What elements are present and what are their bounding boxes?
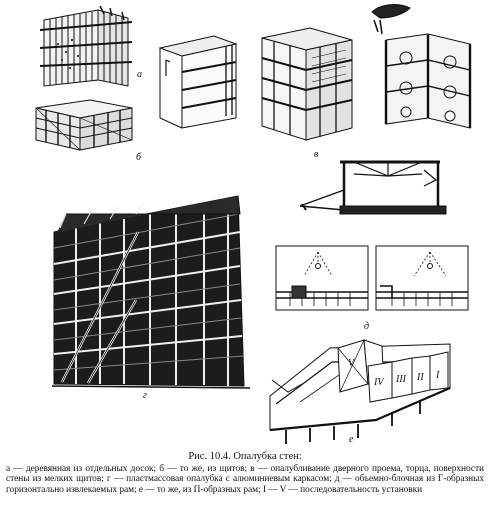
label-roman-iv: IV <box>374 377 384 388</box>
label-e: е <box>349 434 354 445</box>
drawing-g-plastic-formwork <box>52 196 250 388</box>
drawing-a-wooden-boards <box>40 6 132 86</box>
label-g: г <box>143 390 147 401</box>
caption-text: а — деревянная из отдельных досок; б — то же, из щитов; в — опалубливание дверного проема, торца, поверхности стены из мелких щитов; г — пластмассовая опалубка с алюминиевым каркасом; д — объемно-блочная из Г-образных горизонтально извлекаемых рам; е — то же, из П-образных рам; I — V — последовательность установки <box>6 463 484 495</box>
label-roman-ii: II <box>417 372 424 383</box>
label-d: д <box>364 321 370 332</box>
drawing-e-u-frame-blocks <box>270 340 450 444</box>
drawing-b-wooden-panels <box>36 100 132 150</box>
label-a: а <box>137 69 142 80</box>
drawing-metal-frame-brackets <box>372 5 470 128</box>
drawing-d-block-frames <box>276 246 468 310</box>
figure-caption <box>6 452 484 495</box>
label-roman-i: I <box>436 370 440 381</box>
label-b: б <box>136 152 142 163</box>
drawing-v-door-opening <box>262 28 352 140</box>
drawing-panel-with-clips <box>160 36 236 128</box>
label-roman-iii: III <box>396 374 406 385</box>
drawing-d-truss-bracket <box>300 162 446 214</box>
label-v: в <box>314 149 319 160</box>
label-roman-v: V <box>348 358 355 369</box>
caption-title: Рис. 10.4. Опалубка стен: <box>188 451 302 462</box>
